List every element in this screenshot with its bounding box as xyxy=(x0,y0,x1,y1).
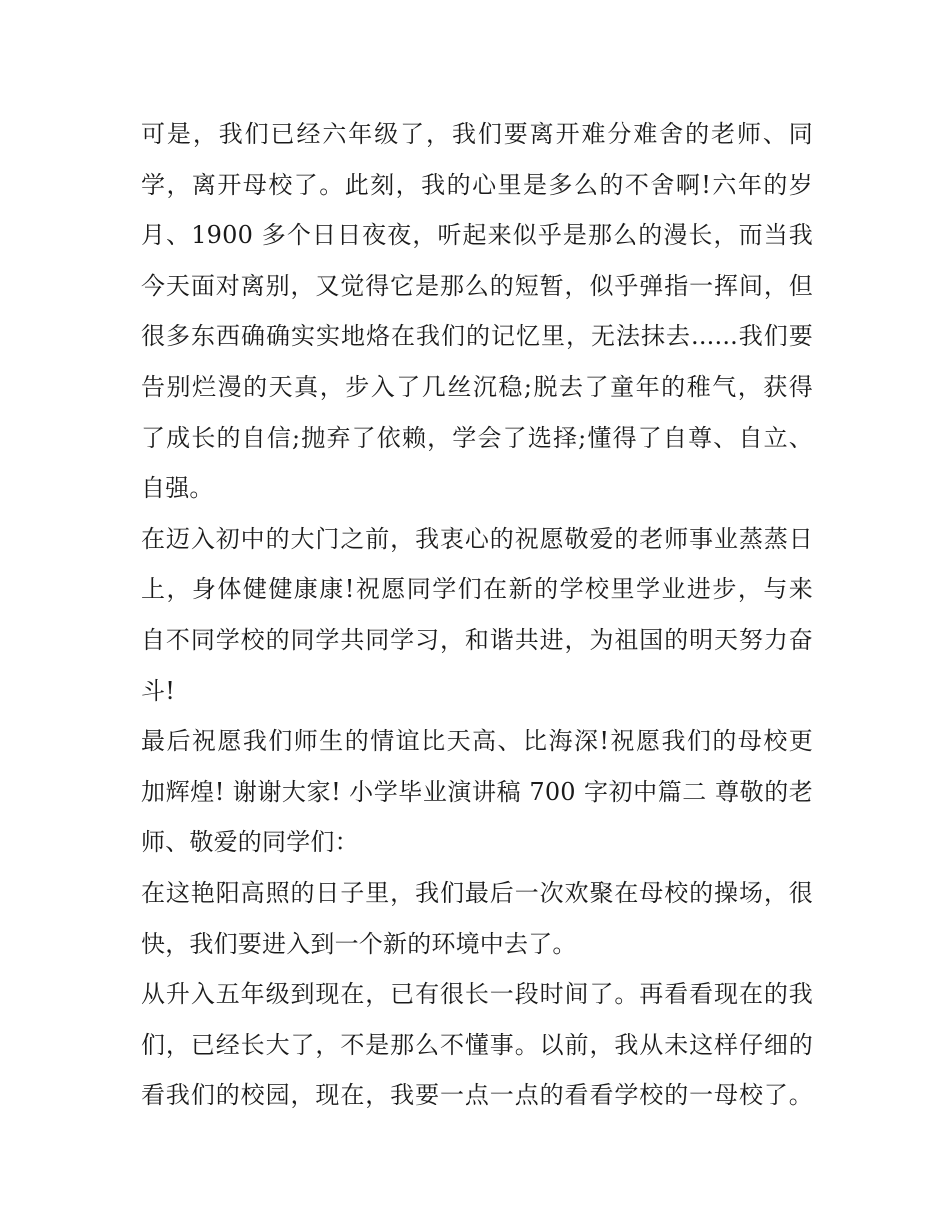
text-line: 很多东西确确实实地烙在我们的记忆里，无法抹去......我们要 xyxy=(141,322,813,351)
text-line: 上，身体健健康康!祝愿同学们在新的学校里学业进步，与来 xyxy=(141,575,813,604)
text-line: 从升入五年级到现在，已有很长一段时间了。再看看现在的我 xyxy=(141,980,813,1009)
text-line: 告别烂漫的天真，步入了几丝沉稳;脱去了童年的稚气，获得 xyxy=(141,372,813,401)
text-line: 在这艳阳高照的日子里，我们最后一次欢聚在母校的操场，很 xyxy=(141,878,813,907)
text-line: 们，已经长大了，不是那么不懂事。以前，我从未这样仔细的 xyxy=(141,1030,813,1059)
text-line: 快，我们要进入到一个新的环境中去了。 xyxy=(141,929,577,958)
text-line: 自不同学校的同学共同学习，和谐共进，为祖国的明天努力奋 xyxy=(141,625,813,654)
text-line: 在迈入初中的大门之前，我衷心的祝愿敬爱的老师事业蒸蒸日 xyxy=(141,524,813,553)
text-line: 加辉煌! 谢谢大家! 小学毕业演讲稿 700 字初中篇二 尊敬的老 xyxy=(141,777,813,806)
text-line: 最后祝愿我们师生的情谊比天高、比海深!祝愿我们的母校更 xyxy=(141,727,813,756)
text-line: 师、敬爱的同学们： xyxy=(141,828,359,857)
text-line: 自强。 xyxy=(141,474,214,503)
text-line: 月、1900 多个日日夜夜，听起来似乎是那么的漫长，而当我 xyxy=(141,221,813,250)
text-line: 看我们的校园，现在，我要一点一点的看看学校的一母校了。 xyxy=(141,1081,813,1110)
text-line: 今天面对离别，又觉得它是那么的短暂，似乎弹指一挥间，但 xyxy=(141,271,813,300)
text-line: 斗! xyxy=(141,676,176,705)
text-line: 可是，我们已经六年级了，我们要离开难分难舍的老师、同 xyxy=(141,120,813,148)
body-text xyxy=(141,109,813,1121)
text-line: 了成长的自信;抛弃了依赖，学会了选择;懂得了自尊、自立、 xyxy=(141,423,813,452)
text-line: 学，离开母校了。此刻，我的心里是多么的不舍啊!六年的岁 xyxy=(141,170,813,199)
